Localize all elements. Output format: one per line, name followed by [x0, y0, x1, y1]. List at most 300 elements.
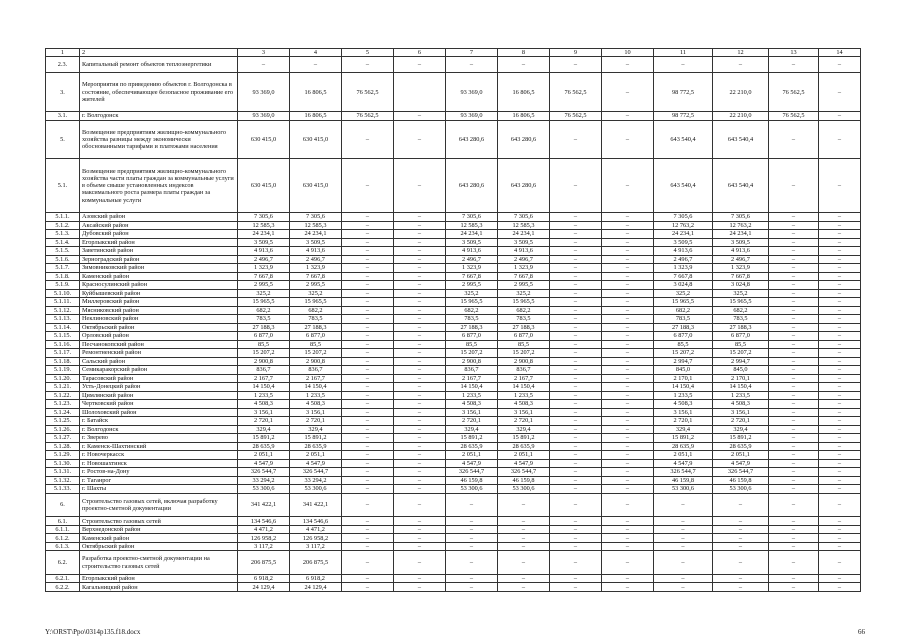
- value-cell: 27 188,3: [654, 323, 713, 332]
- value-cell: 24 234,1: [713, 230, 769, 239]
- value-cell: 2 496,7: [498, 255, 550, 264]
- value-cell: 15 207,2: [654, 349, 713, 358]
- row-name: Миллеровский район: [80, 298, 238, 307]
- row-number: 5.1.24.: [46, 408, 80, 417]
- value-cell: 7 667,8: [498, 272, 550, 281]
- value-cell: –: [342, 315, 394, 324]
- table-row: [46, 493, 861, 517]
- value-cell: –: [394, 349, 446, 358]
- value-cell: –: [342, 272, 394, 281]
- value-cell: –: [769, 400, 819, 409]
- value-cell: –: [550, 383, 602, 392]
- row-name: г. Батайск: [80, 417, 238, 426]
- value-cell: 1 323,9: [446, 264, 498, 273]
- column-number: 10: [602, 49, 654, 57]
- value-cell: –: [769, 213, 819, 222]
- value-cell: 15 891,2: [446, 434, 498, 443]
- value-cell: 783,5: [498, 315, 550, 324]
- value-cell: –: [342, 323, 394, 332]
- row-name: Орловский район: [80, 332, 238, 341]
- value-cell: –: [550, 459, 602, 468]
- value-cell: –: [550, 349, 602, 358]
- value-cell: –: [769, 476, 819, 485]
- value-cell: –: [550, 517, 602, 526]
- value-cell: –: [602, 408, 654, 417]
- value-cell: 2 496,7: [238, 255, 290, 264]
- value-cell: –: [602, 349, 654, 358]
- value-cell: –: [713, 542, 769, 551]
- value-cell: –: [819, 459, 861, 468]
- document-path: Y:\ORST\Ppo\0314p135.f18.docx: [45, 628, 141, 636]
- row-number: 6.1.1.: [46, 525, 80, 534]
- value-cell: –: [394, 366, 446, 375]
- value-cell: –: [550, 468, 602, 477]
- value-cell: –: [394, 442, 446, 451]
- value-cell: 53 300,6: [654, 485, 713, 494]
- value-cell: –: [394, 451, 446, 460]
- value-cell: –: [819, 289, 861, 298]
- value-cell: 1 323,9: [238, 264, 290, 273]
- row-name: Неклиновский район: [80, 315, 238, 324]
- value-cell: –: [342, 340, 394, 349]
- row-name: Дубовский район: [80, 230, 238, 239]
- value-cell: 2 720,1: [446, 417, 498, 426]
- value-cell: –: [342, 417, 394, 426]
- value-cell: 3 509,5: [446, 238, 498, 247]
- value-cell: 329,4: [446, 425, 498, 434]
- value-cell: 7 305,6: [290, 213, 342, 222]
- value-cell: –: [769, 417, 819, 426]
- value-cell: –: [498, 551, 550, 575]
- value-cell: 6 877,0: [290, 332, 342, 341]
- value-cell: 76 562,5: [550, 73, 602, 112]
- row-number: 5.1.15.: [46, 332, 80, 341]
- row-number: 5.1.29.: [46, 451, 80, 460]
- row-name: Чертковский район: [80, 400, 238, 409]
- value-cell: 325,2: [290, 289, 342, 298]
- value-cell: –: [602, 451, 654, 460]
- value-cell: 630 415,0: [238, 159, 290, 213]
- value-cell: 1 233,5: [713, 391, 769, 400]
- column-number: 11: [654, 49, 713, 57]
- row-number: 5.1.28.: [46, 442, 80, 451]
- value-cell: –: [342, 425, 394, 434]
- value-cell: –: [394, 476, 446, 485]
- value-cell: –: [654, 542, 713, 551]
- table-row: [46, 417, 861, 426]
- value-cell: –: [819, 374, 861, 383]
- value-cell: 325,2: [498, 289, 550, 298]
- value-cell: 4 508,3: [654, 400, 713, 409]
- value-cell: 2 167,7: [498, 374, 550, 383]
- value-cell: –: [238, 57, 290, 73]
- table-row: [46, 583, 861, 592]
- row-name: Октябрьский район: [80, 542, 238, 551]
- row-name: Капитальный ремонт объектов теплоэнергетики: [80, 57, 238, 73]
- value-cell: –: [769, 366, 819, 375]
- value-cell: –: [602, 272, 654, 281]
- value-cell: 2 995,5: [498, 281, 550, 290]
- row-name: Зерноградский район: [80, 255, 238, 264]
- value-cell: 1 233,5: [498, 391, 550, 400]
- value-cell: –: [394, 264, 446, 273]
- row-name: Красносулинский район: [80, 281, 238, 290]
- value-cell: 836,7: [290, 366, 342, 375]
- table-row: [46, 315, 861, 324]
- value-cell: 326 544,7: [238, 468, 290, 477]
- value-cell: 4 508,3: [713, 400, 769, 409]
- value-cell: –: [819, 525, 861, 534]
- column-number: 5: [342, 49, 394, 57]
- value-cell: –: [819, 476, 861, 485]
- value-cell: –: [819, 315, 861, 324]
- value-cell: –: [602, 425, 654, 434]
- value-cell: –: [819, 264, 861, 273]
- value-cell: –: [819, 159, 861, 213]
- value-cell: 2 051,1: [713, 451, 769, 460]
- value-cell: –: [769, 374, 819, 383]
- value-cell: 12 585,3: [290, 221, 342, 230]
- value-cell: –: [713, 583, 769, 592]
- value-cell: 4 913,6: [498, 247, 550, 256]
- value-cell: –: [602, 323, 654, 332]
- row-number: 5.1.20.: [46, 374, 80, 383]
- row-name: г. Новочеркасск: [80, 451, 238, 460]
- row-number: 5.1.9.: [46, 281, 80, 290]
- table-row: [46, 73, 861, 112]
- table-row: [46, 525, 861, 534]
- value-cell: 15 965,5: [654, 298, 713, 307]
- value-cell: 4 913,6: [238, 247, 290, 256]
- value-cell: 341 422,1: [238, 493, 290, 517]
- value-cell: –: [342, 400, 394, 409]
- value-cell: –: [550, 493, 602, 517]
- table-row: [46, 349, 861, 358]
- row-number: 5.1.16.: [46, 340, 80, 349]
- value-cell: –: [550, 238, 602, 247]
- value-cell: 27 188,3: [238, 323, 290, 332]
- value-cell: –: [602, 112, 654, 121]
- value-cell: –: [498, 525, 550, 534]
- value-cell: –: [342, 247, 394, 256]
- row-number: 5.1.5.: [46, 247, 80, 256]
- value-cell: –: [550, 542, 602, 551]
- row-number: 2.3.: [46, 57, 80, 73]
- value-cell: –: [769, 493, 819, 517]
- table-row: [46, 442, 861, 451]
- value-cell: –: [602, 332, 654, 341]
- value-cell: –: [713, 525, 769, 534]
- value-cell: –: [769, 574, 819, 583]
- value-cell: –: [550, 434, 602, 443]
- value-cell: 206 875,5: [290, 551, 342, 575]
- value-cell: 2 995,5: [238, 281, 290, 290]
- row-name: г. Каменск-Шахтинский: [80, 442, 238, 451]
- value-cell: –: [602, 289, 654, 298]
- value-cell: 7 667,8: [290, 272, 342, 281]
- value-cell: 4 547,9: [654, 459, 713, 468]
- value-cell: 12 585,3: [498, 221, 550, 230]
- value-cell: –: [342, 493, 394, 517]
- row-number: 5.1.27.: [46, 434, 80, 443]
- value-cell: –: [550, 525, 602, 534]
- value-cell: 4 508,3: [498, 400, 550, 409]
- value-cell: 85,5: [713, 340, 769, 349]
- value-cell: –: [602, 264, 654, 273]
- value-cell: 15 207,2: [290, 349, 342, 358]
- value-cell: 2 720,1: [498, 417, 550, 426]
- value-cell: –: [342, 238, 394, 247]
- value-cell: –: [550, 340, 602, 349]
- value-cell: –: [819, 391, 861, 400]
- value-cell: 643 540,4: [654, 120, 713, 159]
- value-cell: 326 544,7: [290, 468, 342, 477]
- value-cell: –: [769, 238, 819, 247]
- value-cell: –: [769, 485, 819, 494]
- value-cell: –: [819, 298, 861, 307]
- value-cell: 2 995,5: [446, 281, 498, 290]
- value-cell: 2 995,5: [290, 281, 342, 290]
- value-cell: –: [446, 551, 498, 575]
- table-row: [46, 366, 861, 375]
- value-cell: –: [819, 73, 861, 112]
- value-cell: –: [550, 323, 602, 332]
- row-number: 5.1.6.: [46, 255, 80, 264]
- value-cell: –: [498, 583, 550, 592]
- value-cell: 4 547,9: [446, 459, 498, 468]
- value-cell: –: [769, 332, 819, 341]
- value-cell: –: [342, 583, 394, 592]
- value-cell: –: [394, 272, 446, 281]
- value-cell: –: [342, 468, 394, 477]
- table-row: [46, 289, 861, 298]
- value-cell: 134 546,6: [290, 517, 342, 526]
- row-name: Егорлыкский район: [80, 574, 238, 583]
- column-number: 8: [498, 49, 550, 57]
- value-cell: 22 210,0: [713, 73, 769, 112]
- value-cell: –: [342, 306, 394, 315]
- value-cell: –: [342, 374, 394, 383]
- value-cell: –: [342, 574, 394, 583]
- value-cell: –: [394, 434, 446, 443]
- value-cell: –: [819, 574, 861, 583]
- value-cell: –: [769, 525, 819, 534]
- value-cell: 682,2: [290, 306, 342, 315]
- value-cell: –: [602, 281, 654, 290]
- row-name: Аксайский район: [80, 221, 238, 230]
- row-name: Строительство газовых сетей: [80, 517, 238, 526]
- value-cell: 783,5: [290, 315, 342, 324]
- value-cell: 93 369,0: [238, 73, 290, 112]
- value-cell: –: [602, 221, 654, 230]
- value-cell: –: [819, 493, 861, 517]
- value-cell: –: [342, 408, 394, 417]
- value-cell: –: [342, 221, 394, 230]
- row-name: г. Таганрог: [80, 476, 238, 485]
- value-cell: 24 234,1: [446, 230, 498, 239]
- value-cell: –: [342, 525, 394, 534]
- value-cell: –: [498, 534, 550, 543]
- row-number: 5.1.19.: [46, 366, 80, 375]
- value-cell: 134 546,6: [238, 517, 290, 526]
- row-number: 3.: [46, 73, 80, 112]
- value-cell: 3 024,8: [713, 281, 769, 290]
- value-cell: –: [550, 476, 602, 485]
- value-cell: 329,4: [498, 425, 550, 434]
- row-name: Возмещение предприятиям жилищно-коммунального хозяйства разницы между экономически обоснованными тарифами и платежами населения: [80, 120, 238, 159]
- value-cell: –: [602, 485, 654, 494]
- value-cell: 76 562,5: [342, 112, 394, 121]
- value-cell: 15 891,2: [498, 434, 550, 443]
- value-cell: 7 667,8: [446, 272, 498, 281]
- value-cell: –: [550, 255, 602, 264]
- value-cell: –: [342, 551, 394, 575]
- row-name: Егорлыкский район: [80, 238, 238, 247]
- value-cell: –: [769, 264, 819, 273]
- value-cell: 329,4: [290, 425, 342, 434]
- value-cell: –: [602, 306, 654, 315]
- value-cell: 682,2: [446, 306, 498, 315]
- value-cell: –: [602, 574, 654, 583]
- value-cell: 4 913,6: [290, 247, 342, 256]
- value-cell: –: [769, 221, 819, 230]
- table-row: [46, 534, 861, 543]
- value-cell: 329,4: [654, 425, 713, 434]
- value-cell: 15 891,2: [290, 434, 342, 443]
- value-cell: –: [654, 57, 713, 73]
- value-cell: –: [602, 468, 654, 477]
- value-cell: –: [342, 459, 394, 468]
- value-cell: 93 369,0: [446, 112, 498, 121]
- table-row: [46, 306, 861, 315]
- value-cell: –: [602, 400, 654, 409]
- value-cell: –: [550, 442, 602, 451]
- value-cell: –: [602, 238, 654, 247]
- value-cell: 7 305,6: [654, 213, 713, 222]
- value-cell: –: [602, 442, 654, 451]
- value-cell: –: [394, 400, 446, 409]
- value-cell: –: [819, 120, 861, 159]
- value-cell: –: [769, 340, 819, 349]
- row-number: 5.1.25.: [46, 417, 80, 426]
- value-cell: 14 150,4: [498, 383, 550, 392]
- value-cell: –: [394, 525, 446, 534]
- value-cell: –: [769, 542, 819, 551]
- row-name: Куйбышевский район: [80, 289, 238, 298]
- value-cell: 836,7: [446, 366, 498, 375]
- value-cell: –: [550, 534, 602, 543]
- value-cell: –: [769, 451, 819, 460]
- column-number: 7: [446, 49, 498, 57]
- value-cell: –: [394, 551, 446, 575]
- value-cell: –: [819, 551, 861, 575]
- value-cell: 15 207,2: [446, 349, 498, 358]
- value-cell: 14 150,4: [654, 383, 713, 392]
- value-cell: –: [602, 213, 654, 222]
- value-cell: –: [819, 323, 861, 332]
- value-cell: –: [342, 281, 394, 290]
- value-cell: –: [769, 534, 819, 543]
- table-row: [46, 468, 861, 477]
- value-cell: 643 540,4: [654, 159, 713, 213]
- value-cell: 4 547,9: [290, 459, 342, 468]
- row-number: 6.2.2.: [46, 583, 80, 592]
- row-number: 5.1.1.: [46, 213, 80, 222]
- value-cell: 1 323,9: [290, 264, 342, 273]
- row-name: Мясниковский район: [80, 306, 238, 315]
- value-cell: 76 562,5: [342, 73, 394, 112]
- value-cell: 53 300,6: [713, 485, 769, 494]
- value-cell: 28 635,9: [713, 442, 769, 451]
- value-cell: –: [550, 366, 602, 375]
- row-name: Каменский район: [80, 272, 238, 281]
- value-cell: 3 509,5: [290, 238, 342, 247]
- column-number: 9: [550, 49, 602, 57]
- value-cell: –: [602, 583, 654, 592]
- table-row: [46, 574, 861, 583]
- value-cell: –: [394, 112, 446, 121]
- row-name: Цимлянский район: [80, 391, 238, 400]
- value-cell: 325,2: [446, 289, 498, 298]
- value-cell: –: [394, 574, 446, 583]
- value-cell: 28 635,9: [498, 442, 550, 451]
- row-number: 5.1.23.: [46, 400, 80, 409]
- row-number: 5.1.30.: [46, 459, 80, 468]
- value-cell: –: [819, 468, 861, 477]
- row-name: Возмещение предприятиям жилищно-коммунального хозяйства части платы граждан за коммунальные услуги в объеме свыше установленных индексов максимального роста размера платы граждан за коммунальные услуги: [80, 159, 238, 213]
- value-cell: 643 280,6: [498, 159, 550, 213]
- value-cell: 1 323,9: [713, 264, 769, 273]
- value-cell: –: [602, 159, 654, 213]
- row-number: 6.1.: [46, 517, 80, 526]
- value-cell: 643 280,6: [446, 120, 498, 159]
- table-row: [46, 434, 861, 443]
- value-cell: 2 170,1: [713, 374, 769, 383]
- table-row: [46, 323, 861, 332]
- value-cell: 3 156,1: [238, 408, 290, 417]
- value-cell: –: [602, 120, 654, 159]
- value-cell: –: [550, 289, 602, 298]
- value-cell: –: [602, 434, 654, 443]
- row-number: 5.: [46, 120, 80, 159]
- value-cell: 14 150,4: [290, 383, 342, 392]
- value-cell: 682,2: [498, 306, 550, 315]
- table-row: [46, 120, 861, 159]
- value-cell: 28 635,9: [654, 442, 713, 451]
- value-cell: –: [394, 485, 446, 494]
- value-cell: –: [602, 57, 654, 73]
- value-cell: –: [550, 159, 602, 213]
- value-cell: –: [446, 57, 498, 73]
- row-number: 5.1.26.: [46, 425, 80, 434]
- value-cell: –: [550, 221, 602, 230]
- value-cell: –: [769, 408, 819, 417]
- value-cell: –: [713, 534, 769, 543]
- value-cell: 7 667,8: [713, 272, 769, 281]
- value-cell: 643 280,6: [498, 120, 550, 159]
- value-cell: 845,0: [713, 366, 769, 375]
- value-cell: 325,2: [654, 289, 713, 298]
- row-number: 5.1.3.: [46, 230, 80, 239]
- row-name: Зимовниковский район: [80, 264, 238, 273]
- row-name: Тарасовский район: [80, 374, 238, 383]
- value-cell: 85,5: [290, 340, 342, 349]
- value-cell: –: [394, 391, 446, 400]
- value-cell: –: [769, 315, 819, 324]
- value-cell: 2 900,8: [238, 357, 290, 366]
- row-number: 6.1.2.: [46, 534, 80, 543]
- table-row: [46, 340, 861, 349]
